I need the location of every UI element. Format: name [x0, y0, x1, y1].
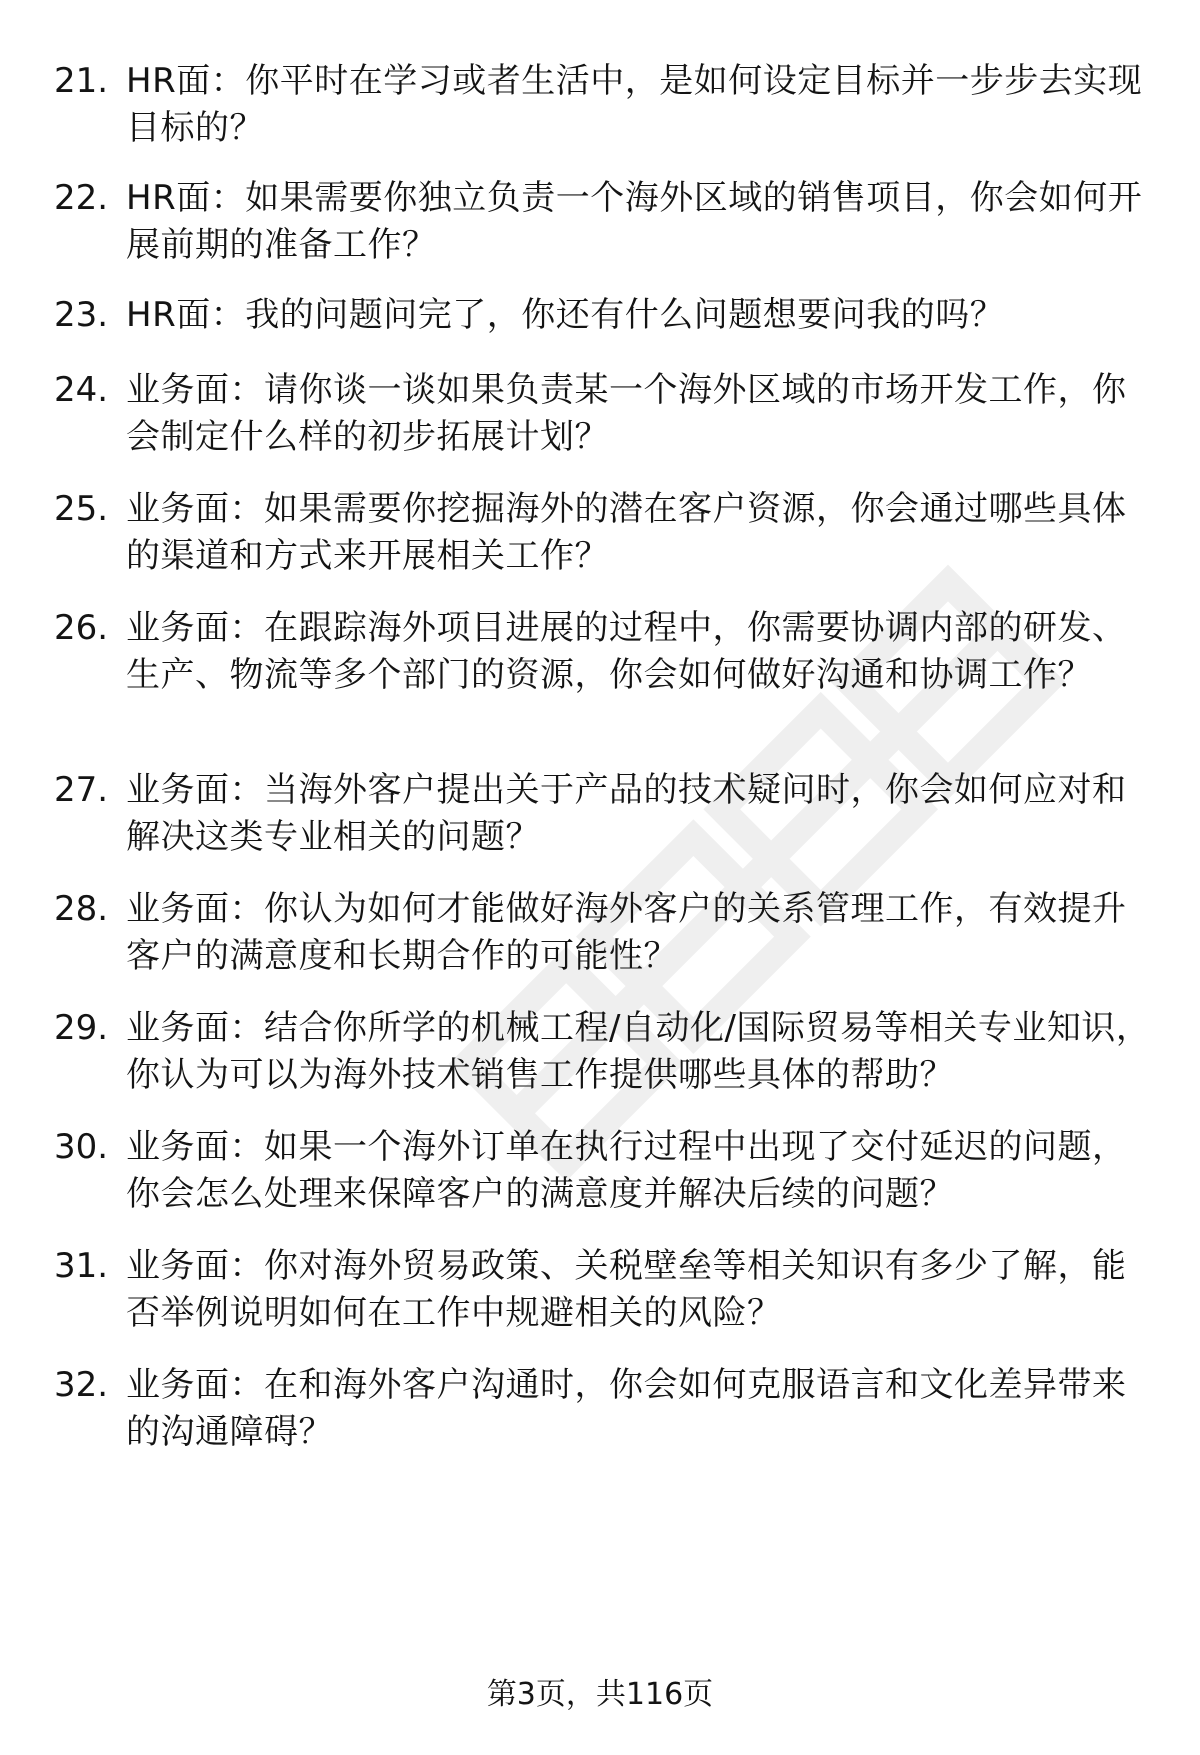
question-number: 21. [54, 61, 109, 101]
question-text: HR面：你平时在学习或者生活中，是如何设定目标并一步步去实现目标的？ [126, 61, 1143, 148]
page-number-label: 第3页，共116页 [486, 1677, 714, 1712]
question-number: 22. [54, 178, 109, 218]
question-text: 业务面：你对海外贸易政策、关税壁垒等相关知识有多少了解，能否举例说明如何在工作中规避相关的风险？ [126, 1246, 1127, 1333]
page-footer [0, 1675, 1200, 1715]
question-number: 23. [54, 295, 109, 335]
question-text: 业务面：如果一个海外订单在执行过程中出现了交付延迟的问题，你会怎么处理来保障客户的满意度并解决后续的问题？ [126, 1127, 1127, 1214]
question-text: 业务面：结合你所学的机械工程/自动化/国际贸易等相关专业知识，你认为可以为海外技术销售工作提供哪些具体的帮助？ [126, 1008, 1151, 1095]
question-number: 27. [54, 770, 109, 810]
question-text: 业务面：在和海外客户沟通时，你会如何克服语言和文化差异带来的沟通障碍？ [126, 1365, 1127, 1452]
question-text: 业务面：当海外客户提出关于产品的技术疑问时，你会如何应对和解决这类专业相关的问题？ [126, 770, 1127, 857]
question-number: 25. [54, 489, 109, 529]
question-text: HR面：如果需要你独立负责一个海外区域的销售项目，你会如何开展前期的准备工作？ [126, 178, 1143, 265]
question-number: 30. [54, 1127, 109, 1167]
question-number: 28. [54, 889, 109, 929]
question-number: 31. [54, 1246, 109, 1286]
question-text: HR面：我的问题问完了，你还有什么问题想要问我的吗？ [126, 295, 1005, 335]
question-number: 32. [54, 1365, 109, 1405]
question-text: 业务面：在跟踪海外项目进展的过程中，你需要协调内部的研发、生产、物流等多个部门的资源，你会如何做好沟通和协调工作？ [126, 608, 1127, 695]
question-number: 29. [54, 1008, 109, 1048]
question-number: 26. [54, 608, 109, 648]
question-text: 业务面：如果需要你挖掘海外的潜在客户资源，你会通过哪些具体的渠道和方式来开展相关工作？ [126, 489, 1127, 576]
question-number: 24. [54, 370, 109, 410]
question-text: 业务面：你认为如何才能做好海外客户的关系管理工作，有效提升客户的满意度和长期合作的可能性？ [126, 889, 1127, 976]
question-text: 业务面：请你谈一谈如果负责某一个海外区域的市场开发工作，你会制定什么样的初步拓展计划？ [126, 370, 1127, 457]
